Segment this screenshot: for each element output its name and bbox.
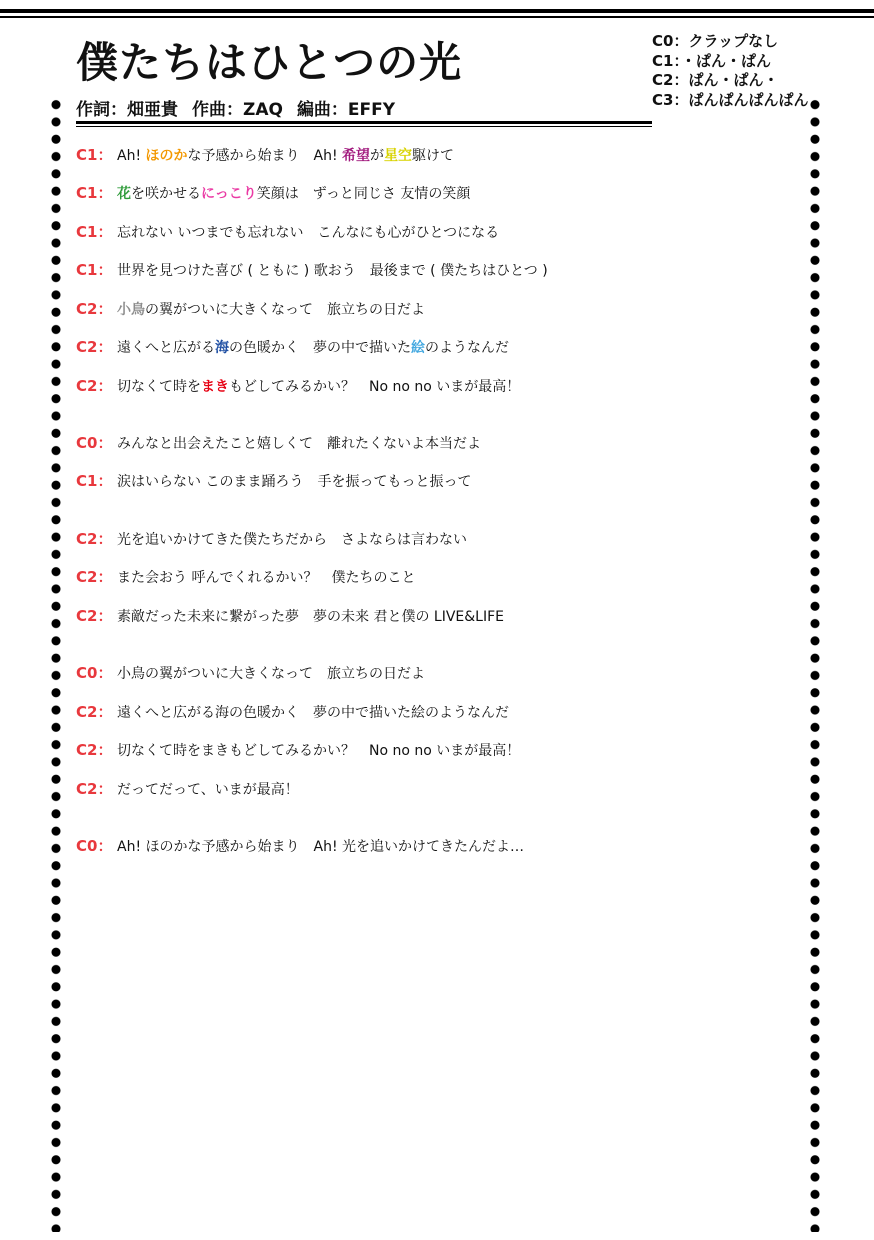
clap-tag: C2： xyxy=(76,568,113,586)
top-rule-thin xyxy=(0,16,874,18)
arranger-credit: 編曲：EFFY xyxy=(296,100,396,120)
lyric-text: 世界を見つけた喜び ( ともに ) 歌おう 最後まで ( 僕たちはひとつ ) xyxy=(117,263,548,279)
clap-tag: C2： xyxy=(76,377,113,395)
clap-tag: C1： xyxy=(76,184,113,202)
legend-item-c0: C0：クラップなし xyxy=(652,32,779,50)
clap-tag: C1： xyxy=(76,146,113,164)
song-title: 僕たちはひとつの光 xyxy=(76,38,463,87)
lyric-line xyxy=(76,528,467,550)
lyric-line xyxy=(76,182,470,204)
right-dot-border xyxy=(809,96,821,1232)
left-dot-border xyxy=(50,96,62,1232)
lyric-text: 涙はいらない このまま踊ろう 手を振ってもっと振って xyxy=(117,474,472,490)
lyric-line xyxy=(76,662,425,684)
clap-tag: C0： xyxy=(76,434,113,452)
lyric-line xyxy=(76,566,415,588)
clap-tag: C2： xyxy=(76,703,113,721)
lyric-text: もどしてみるかい？ No no no いまが最高！ xyxy=(229,379,521,395)
lyric-text: 忘れない いつまでも忘れない こんなにも心がひとつになる xyxy=(117,225,500,241)
highlighted-lyric: まき xyxy=(201,379,229,395)
lyric-line xyxy=(76,701,509,723)
highlighted-lyric: 花 xyxy=(117,186,131,202)
lyric-line xyxy=(76,432,481,454)
lyric-line xyxy=(76,259,548,281)
lyric-text: 駆けて xyxy=(412,148,455,164)
clap-tag: C1： xyxy=(76,261,113,279)
clap-tag: C2： xyxy=(76,338,113,356)
clap-tag: C2： xyxy=(76,300,113,318)
legend-item-c1: C1：・ぱん・ぱん xyxy=(652,51,771,70)
lyric-text: の翼がついに大きくなって 旅立ちの日だよ xyxy=(145,302,425,318)
lyric-text: だってだって、いまが最高！ xyxy=(117,782,299,798)
lyric-line xyxy=(76,144,454,166)
title-rule-thin xyxy=(76,126,652,127)
top-rule-thick xyxy=(0,9,874,13)
lyricist-credit: 作詞：畑亜貴 xyxy=(76,100,178,120)
lyric-line xyxy=(76,835,524,857)
lyric-text: 光を追いかけてきた僕たちだから さよならは言わない xyxy=(117,532,467,548)
lyric-text: のようなんだ xyxy=(425,340,509,356)
clap-tag: C1： xyxy=(76,472,113,490)
legend-item-c2: C2：ぱん・ぱん・ xyxy=(652,71,779,89)
highlighted-lyric: 海 xyxy=(215,340,229,356)
lyric-text: 遠くへと広がる xyxy=(117,340,215,356)
lyric-text: 遠くへと広がる海の色暖かく 夢の中で描いた絵のようなんだ xyxy=(117,705,509,721)
lyric-text: Ah! ほのかな予感から始まり Ah! 光を追いかけてきたんだよ… xyxy=(117,839,525,855)
lyric-line xyxy=(76,739,520,761)
clap-tag: C0： xyxy=(76,664,113,682)
lyric-text: 切なくて時を xyxy=(117,379,201,395)
lyric-line xyxy=(76,470,471,492)
legend-item-c3: C3：ぱんぱんぱんぱん xyxy=(652,90,809,109)
highlighted-lyric: ほのか xyxy=(145,148,188,164)
highlighted-lyric: 絵 xyxy=(411,340,425,356)
clap-tag: C2： xyxy=(76,780,113,798)
highlighted-lyric: 星空 xyxy=(384,148,413,164)
lyric-text: Ah! xyxy=(117,148,146,164)
clap-tag: C2： xyxy=(76,741,113,759)
clap-legend xyxy=(652,32,808,110)
song-credits xyxy=(76,95,409,120)
lyric-text: 切なくて時をまきもどしてみるかい？ No no no いまが最高！ xyxy=(117,743,521,759)
clap-tag: C1： xyxy=(76,223,113,241)
lyric-line xyxy=(76,375,520,397)
highlighted-lyric: にっこり xyxy=(201,186,257,202)
lyric-text: 笑顔は ずっと同じさ 友情の笑顔 xyxy=(256,186,471,202)
highlighted-lyric: 小鳥 xyxy=(117,302,145,318)
lyric-line xyxy=(76,778,299,800)
highlighted-lyric: 希望 xyxy=(342,148,371,164)
lyric-text: の色暖かく 夢の中で描いた xyxy=(229,340,411,356)
lyric-text: を咲かせる xyxy=(131,186,201,202)
lyric-text: 小鳥の翼がついに大きくなって 旅立ちの日だよ xyxy=(117,666,425,682)
lyric-text: 素敵だった未来に繋がった夢 夢の未来 君と僕の LIVE&LIFE xyxy=(117,609,504,625)
lyric-text: みんなと出会えたこと嬉しくて 離れたくないよ本当だよ xyxy=(117,436,481,452)
clap-tag: C2： xyxy=(76,530,113,548)
lyric-line xyxy=(76,605,504,627)
lyric-line xyxy=(76,298,425,320)
composer-credit: 作曲：ZAQ xyxy=(192,100,283,120)
clap-tag: C0： xyxy=(76,837,113,855)
lyric-text: な予感から始まり Ah! xyxy=(187,148,343,164)
lyric-line xyxy=(76,336,509,358)
clap-tag: C2： xyxy=(76,607,113,625)
lyric-line xyxy=(76,221,499,243)
lyric-text: が xyxy=(370,148,385,164)
title-rule-thick xyxy=(76,121,652,124)
lyric-text: また会おう 呼んでくれるかい？ 僕たちのこと xyxy=(117,570,416,586)
